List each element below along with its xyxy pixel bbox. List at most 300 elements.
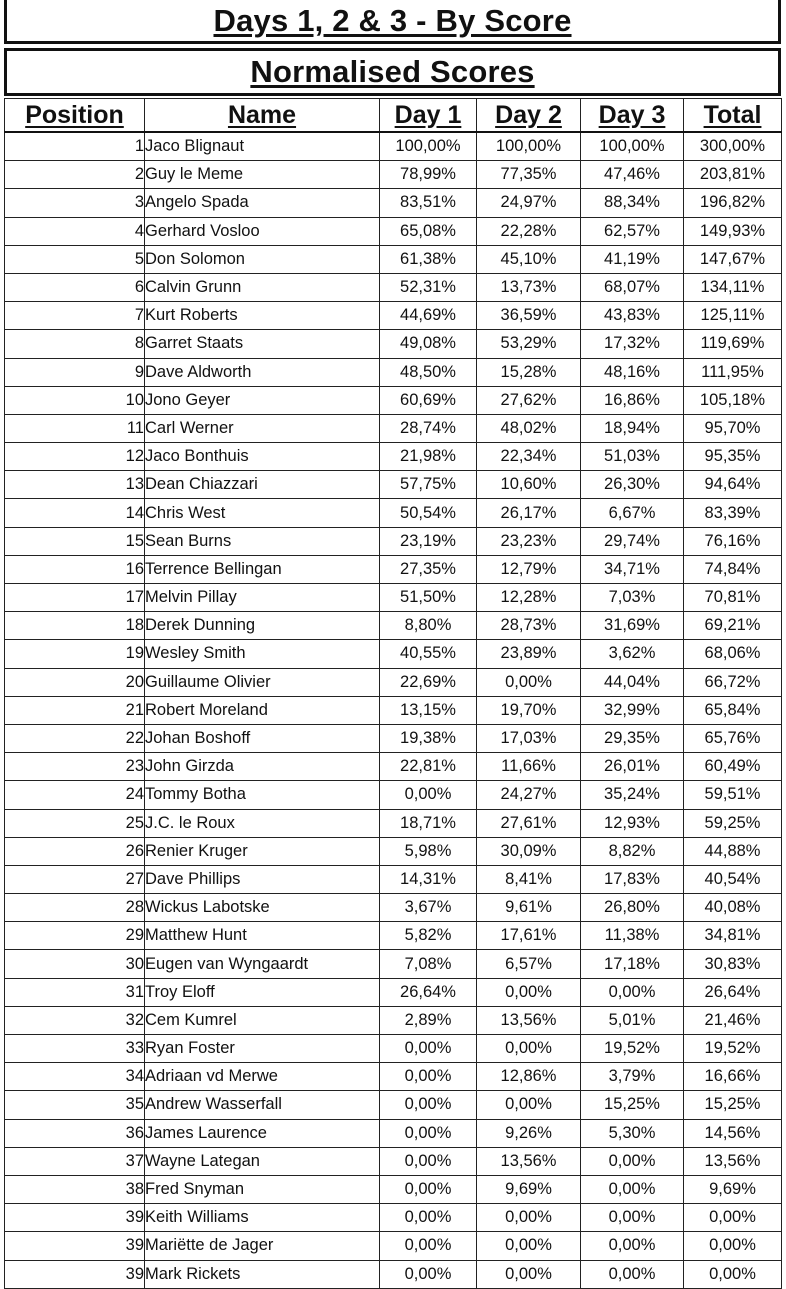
cell-day1: 0,00% [380, 781, 477, 809]
cell-position: 22 [5, 724, 145, 752]
cell-name: John Girzda [145, 753, 380, 781]
cell-day2: 8,41% [477, 865, 581, 893]
cell-name: Ryan Foster [145, 1035, 380, 1063]
cell-position: 15 [5, 527, 145, 555]
cell-day1: 0,00% [380, 1035, 477, 1063]
cell-day2: 13,73% [477, 273, 581, 301]
table-row [5, 217, 782, 245]
cell-day3: 47,46% [581, 161, 684, 189]
table-row [5, 443, 782, 471]
cell-day1: 21,98% [380, 443, 477, 471]
cell-day3: 17,83% [581, 865, 684, 893]
cell-day2: 28,73% [477, 612, 581, 640]
cell-day1: 7,08% [380, 950, 477, 978]
cell-day3: 44,04% [581, 668, 684, 696]
cell-day2: 15,28% [477, 358, 581, 386]
subtitle-banner [4, 48, 781, 96]
cell-day3: 18,94% [581, 414, 684, 442]
table-row [5, 1091, 782, 1119]
table-row [5, 245, 782, 273]
cell-day3: 88,34% [581, 189, 684, 217]
table-body [5, 132, 782, 1288]
cell-total: 196,82% [684, 189, 782, 217]
cell-name: Wayne Lategan [145, 1147, 380, 1175]
table-row [5, 1006, 782, 1034]
cell-position: 2 [5, 161, 145, 189]
column-header-total: Total [684, 99, 782, 133]
cell-name: Terrence Bellingan [145, 555, 380, 583]
cell-total: 105,18% [684, 386, 782, 414]
cell-position: 39 [5, 1204, 145, 1232]
cell-total: 95,70% [684, 414, 782, 442]
cell-day2: 12,86% [477, 1063, 581, 1091]
cell-total: 149,93% [684, 217, 782, 245]
cell-day3: 41,19% [581, 245, 684, 273]
cell-name: Dean Chiazzari [145, 471, 380, 499]
cell-day1: 57,75% [380, 471, 477, 499]
cell-day3: 6,67% [581, 499, 684, 527]
table-row [5, 894, 782, 922]
cell-day2: 0,00% [477, 1091, 581, 1119]
cell-day2: 19,70% [477, 696, 581, 724]
cell-position: 29 [5, 922, 145, 950]
cell-total: 14,56% [684, 1119, 782, 1147]
cell-day2: 0,00% [477, 1204, 581, 1232]
cell-day1: 0,00% [380, 1063, 477, 1091]
cell-day1: 22,81% [380, 753, 477, 781]
cell-total: 60,49% [684, 753, 782, 781]
cell-total: 13,56% [684, 1147, 782, 1175]
cell-day2: 0,00% [477, 1035, 581, 1063]
cell-day1: 52,31% [380, 273, 477, 301]
cell-day3: 0,00% [581, 1175, 684, 1203]
cell-day3: 17,32% [581, 330, 684, 358]
cell-name: Jaco Bonthuis [145, 443, 380, 471]
cell-day1: 26,64% [380, 978, 477, 1006]
cell-name: Robert Moreland [145, 696, 380, 724]
cell-day3: 3,79% [581, 1063, 684, 1091]
cell-name: Wickus Labotske [145, 894, 380, 922]
table-row [5, 837, 782, 865]
cell-total: 68,06% [684, 640, 782, 668]
cell-name: Mark Rickets [145, 1260, 380, 1288]
cell-total: 95,35% [684, 443, 782, 471]
cell-total: 74,84% [684, 555, 782, 583]
cell-day1: 61,38% [380, 245, 477, 273]
cell-name: J.C. le Roux [145, 809, 380, 837]
cell-total: 40,08% [684, 894, 782, 922]
cell-day2: 17,03% [477, 724, 581, 752]
page-title: Days 1, 2 & 3 - By Score [213, 2, 572, 38]
cell-position: 23 [5, 753, 145, 781]
cell-day2: 9,61% [477, 894, 581, 922]
cell-total: 16,66% [684, 1063, 782, 1091]
cell-position: 27 [5, 865, 145, 893]
cell-day2: 23,23% [477, 527, 581, 555]
cell-day2: 100,00% [477, 132, 581, 161]
cell-day2: 36,59% [477, 302, 581, 330]
cell-position: 21 [5, 696, 145, 724]
cell-day1: 78,99% [380, 161, 477, 189]
cell-day1: 51,50% [380, 584, 477, 612]
table-row [5, 1232, 782, 1260]
cell-name: Jaco Blignaut [145, 132, 380, 161]
cell-day1: 65,08% [380, 217, 477, 245]
cell-day1: 40,55% [380, 640, 477, 668]
cell-position: 10 [5, 386, 145, 414]
cell-day3: 5,30% [581, 1119, 684, 1147]
cell-day1: 28,74% [380, 414, 477, 442]
table-row [5, 865, 782, 893]
table-row [5, 555, 782, 583]
cell-day2: 0,00% [477, 1260, 581, 1288]
cell-position: 4 [5, 217, 145, 245]
cell-total: 69,21% [684, 612, 782, 640]
cell-day3: 0,00% [581, 1232, 684, 1260]
table-row [5, 1063, 782, 1091]
cell-position: 19 [5, 640, 145, 668]
cell-day3: 100,00% [581, 132, 684, 161]
cell-total: 59,51% [684, 781, 782, 809]
cell-name: Carl Werner [145, 414, 380, 442]
cell-position: 12 [5, 443, 145, 471]
table-row [5, 189, 782, 217]
cell-day2: 0,00% [477, 668, 581, 696]
cell-day3: 5,01% [581, 1006, 684, 1034]
cell-day3: 3,62% [581, 640, 684, 668]
column-header-day2: Day 2 [477, 99, 581, 133]
cell-day3: 51,03% [581, 443, 684, 471]
cell-name: Gerhard Vosloo [145, 217, 380, 245]
table-row [5, 358, 782, 386]
cell-total: 15,25% [684, 1091, 782, 1119]
cell-day3: 8,82% [581, 837, 684, 865]
cell-day2: 12,79% [477, 555, 581, 583]
table-row [5, 132, 782, 161]
column-header-day1: Day 1 [380, 99, 477, 133]
table-row [5, 1119, 782, 1147]
table-row [5, 1175, 782, 1203]
cell-day2: 45,10% [477, 245, 581, 273]
cell-total: 147,67% [684, 245, 782, 273]
cell-day2: 11,66% [477, 753, 581, 781]
table-row [5, 809, 782, 837]
cell-day1: 0,00% [380, 1175, 477, 1203]
cell-day2: 77,35% [477, 161, 581, 189]
cell-position: 16 [5, 555, 145, 583]
cell-position: 28 [5, 894, 145, 922]
table-row [5, 724, 782, 752]
cell-total: 0,00% [684, 1260, 782, 1288]
header-row [5, 99, 782, 133]
cell-day1: 44,69% [380, 302, 477, 330]
cell-name: Adriaan vd Merwe [145, 1063, 380, 1091]
cell-position: 13 [5, 471, 145, 499]
cell-name: Fred Snyman [145, 1175, 380, 1203]
cell-name: Renier Kruger [145, 837, 380, 865]
cell-position: 9 [5, 358, 145, 386]
cell-name: Matthew Hunt [145, 922, 380, 950]
table-row [5, 612, 782, 640]
cell-position: 34 [5, 1063, 145, 1091]
cell-day1: 3,67% [380, 894, 477, 922]
cell-name: Dave Phillips [145, 865, 380, 893]
cell-day3: 62,57% [581, 217, 684, 245]
cell-position: 24 [5, 781, 145, 809]
cell-name: Mariëtte de Jager [145, 1232, 380, 1260]
table-row [5, 584, 782, 612]
cell-total: 134,11% [684, 273, 782, 301]
cell-total: 0,00% [684, 1204, 782, 1232]
cell-total: 9,69% [684, 1175, 782, 1203]
cell-position: 39 [5, 1260, 145, 1288]
cell-day2: 6,57% [477, 950, 581, 978]
table-row [5, 386, 782, 414]
cell-day1: 5,98% [380, 837, 477, 865]
column-header-day3: Day 3 [581, 99, 684, 133]
cell-total: 34,81% [684, 922, 782, 950]
cell-day1: 22,69% [380, 668, 477, 696]
column-header-position: Position [5, 99, 145, 133]
cell-day3: 43,83% [581, 302, 684, 330]
cell-day1: 5,82% [380, 922, 477, 950]
cell-total: 40,54% [684, 865, 782, 893]
cell-day2: 0,00% [477, 978, 581, 1006]
table-row [5, 922, 782, 950]
cell-day2: 0,00% [477, 1232, 581, 1260]
cell-day1: 50,54% [380, 499, 477, 527]
cell-name: Derek Dunning [145, 612, 380, 640]
page-subtitle: Normalised Scores [250, 54, 535, 89]
cell-position: 38 [5, 1175, 145, 1203]
cell-day2: 9,69% [477, 1175, 581, 1203]
cell-day2: 30,09% [477, 837, 581, 865]
cell-day2: 13,56% [477, 1147, 581, 1175]
cell-day3: 0,00% [581, 978, 684, 1006]
table-row [5, 950, 782, 978]
table-row [5, 1260, 782, 1288]
cell-name: Tommy Botha [145, 781, 380, 809]
table-row [5, 414, 782, 442]
cell-name: Calvin Grunn [145, 273, 380, 301]
table-row [5, 161, 782, 189]
cell-day1: 2,89% [380, 1006, 477, 1034]
table-row [5, 696, 782, 724]
table-row [5, 668, 782, 696]
cell-day1: 8,80% [380, 612, 477, 640]
cell-day3: 48,16% [581, 358, 684, 386]
cell-position: 20 [5, 668, 145, 696]
cell-name: Wesley Smith [145, 640, 380, 668]
cell-day3: 31,69% [581, 612, 684, 640]
cell-day1: 27,35% [380, 555, 477, 583]
cell-total: 44,88% [684, 837, 782, 865]
cell-total: 26,64% [684, 978, 782, 1006]
cell-day1: 49,08% [380, 330, 477, 358]
cell-total: 70,81% [684, 584, 782, 612]
cell-position: 30 [5, 950, 145, 978]
cell-day3: 26,80% [581, 894, 684, 922]
cell-name: Troy Eloff [145, 978, 380, 1006]
cell-position: 18 [5, 612, 145, 640]
cell-day3: 16,86% [581, 386, 684, 414]
cell-name: Sean Burns [145, 527, 380, 555]
cell-day2: 12,28% [477, 584, 581, 612]
cell-day3: 29,35% [581, 724, 684, 752]
cell-day2: 22,34% [477, 443, 581, 471]
cell-total: 300,00% [684, 132, 782, 161]
cell-day1: 0,00% [380, 1147, 477, 1175]
cell-day1: 0,00% [380, 1232, 477, 1260]
table-row [5, 527, 782, 555]
cell-day3: 7,03% [581, 584, 684, 612]
cell-total: 65,84% [684, 696, 782, 724]
cell-position: 37 [5, 1147, 145, 1175]
cell-day2: 23,89% [477, 640, 581, 668]
cell-total: 119,69% [684, 330, 782, 358]
cell-day2: 9,26% [477, 1119, 581, 1147]
cell-name: Chris West [145, 499, 380, 527]
cell-total: 76,16% [684, 527, 782, 555]
cell-day3: 17,18% [581, 950, 684, 978]
cell-total: 30,83% [684, 950, 782, 978]
cell-position: 5 [5, 245, 145, 273]
cell-name: Garret Staats [145, 330, 380, 358]
table-row [5, 781, 782, 809]
cell-name: Don Solomon [145, 245, 380, 273]
cell-position: 35 [5, 1091, 145, 1119]
cell-day1: 100,00% [380, 132, 477, 161]
cell-day1: 83,51% [380, 189, 477, 217]
cell-day1: 60,69% [380, 386, 477, 414]
cell-day3: 68,07% [581, 273, 684, 301]
cell-position: 33 [5, 1035, 145, 1063]
cell-day2: 53,29% [477, 330, 581, 358]
cell-name: Kurt Roberts [145, 302, 380, 330]
cell-day2: 27,62% [477, 386, 581, 414]
cell-total: 19,52% [684, 1035, 782, 1063]
cell-position: 11 [5, 414, 145, 442]
cell-day3: 35,24% [581, 781, 684, 809]
table-row [5, 640, 782, 668]
cell-total: 94,64% [684, 471, 782, 499]
cell-name: Cem Kumrel [145, 1006, 380, 1034]
cell-day3: 26,30% [581, 471, 684, 499]
cell-name: Guillaume Olivier [145, 668, 380, 696]
table-row [5, 499, 782, 527]
table-row [5, 1204, 782, 1232]
cell-day1: 19,38% [380, 724, 477, 752]
cell-day3: 26,01% [581, 753, 684, 781]
cell-day2: 24,97% [477, 189, 581, 217]
cell-total: 66,72% [684, 668, 782, 696]
cell-name: Jono Geyer [145, 386, 380, 414]
cell-day3: 29,74% [581, 527, 684, 555]
cell-total: 65,76% [684, 724, 782, 752]
cell-name: Eugen van Wyngaardt [145, 950, 380, 978]
cell-position: 14 [5, 499, 145, 527]
cell-day1: 13,15% [380, 696, 477, 724]
cell-day2: 48,02% [477, 414, 581, 442]
cell-name: Angelo Spada [145, 189, 380, 217]
cell-day2: 24,27% [477, 781, 581, 809]
cell-day1: 18,71% [380, 809, 477, 837]
cell-position: 25 [5, 809, 145, 837]
column-header-name: Name [145, 99, 380, 133]
table-row [5, 1035, 782, 1063]
cell-position: 7 [5, 302, 145, 330]
cell-total: 111,95% [684, 358, 782, 386]
cell-day1: 0,00% [380, 1091, 477, 1119]
title-banner [4, 0, 781, 44]
table-row [5, 1147, 782, 1175]
cell-day1: 0,00% [380, 1204, 477, 1232]
cell-position: 1 [5, 132, 145, 161]
cell-day3: 19,52% [581, 1035, 684, 1063]
cell-position: 6 [5, 273, 145, 301]
cell-day1: 23,19% [380, 527, 477, 555]
cell-day1: 14,31% [380, 865, 477, 893]
cell-position: 39 [5, 1232, 145, 1260]
cell-position: 26 [5, 837, 145, 865]
cell-day2: 26,17% [477, 499, 581, 527]
cell-day3: 12,93% [581, 809, 684, 837]
cell-day1: 0,00% [380, 1260, 477, 1288]
cell-name: Johan Boshoff [145, 724, 380, 752]
cell-position: 31 [5, 978, 145, 1006]
cell-total: 21,46% [684, 1006, 782, 1034]
cell-day2: 17,61% [477, 922, 581, 950]
table-row [5, 471, 782, 499]
cell-position: 36 [5, 1119, 145, 1147]
cell-total: 0,00% [684, 1232, 782, 1260]
cell-name: Dave Aldworth [145, 358, 380, 386]
cell-day2: 10,60% [477, 471, 581, 499]
cell-day2: 13,56% [477, 1006, 581, 1034]
cell-day3: 11,38% [581, 922, 684, 950]
table-row [5, 302, 782, 330]
cell-total: 125,11% [684, 302, 782, 330]
cell-name: Keith Williams [145, 1204, 380, 1232]
cell-day2: 22,28% [477, 217, 581, 245]
table-row [5, 273, 782, 301]
cell-name: Guy le Meme [145, 161, 380, 189]
scores-table [4, 98, 782, 1289]
cell-day3: 0,00% [581, 1204, 684, 1232]
cell-total: 203,81% [684, 161, 782, 189]
cell-total: 59,25% [684, 809, 782, 837]
cell-day1: 0,00% [380, 1119, 477, 1147]
cell-position: 32 [5, 1006, 145, 1034]
cell-position: 3 [5, 189, 145, 217]
cell-day3: 0,00% [581, 1147, 684, 1175]
cell-day3: 0,00% [581, 1260, 684, 1288]
cell-day3: 32,99% [581, 696, 684, 724]
cell-day3: 34,71% [581, 555, 684, 583]
table-row [5, 753, 782, 781]
table-row [5, 330, 782, 358]
cell-total: 83,39% [684, 499, 782, 527]
cell-day1: 48,50% [380, 358, 477, 386]
cell-day2: 27,61% [477, 809, 581, 837]
cell-name: Melvin Pillay [145, 584, 380, 612]
cell-position: 8 [5, 330, 145, 358]
cell-name: Andrew Wasserfall [145, 1091, 380, 1119]
table-row [5, 978, 782, 1006]
cell-name: James Laurence [145, 1119, 380, 1147]
cell-position: 17 [5, 584, 145, 612]
cell-day3: 15,25% [581, 1091, 684, 1119]
